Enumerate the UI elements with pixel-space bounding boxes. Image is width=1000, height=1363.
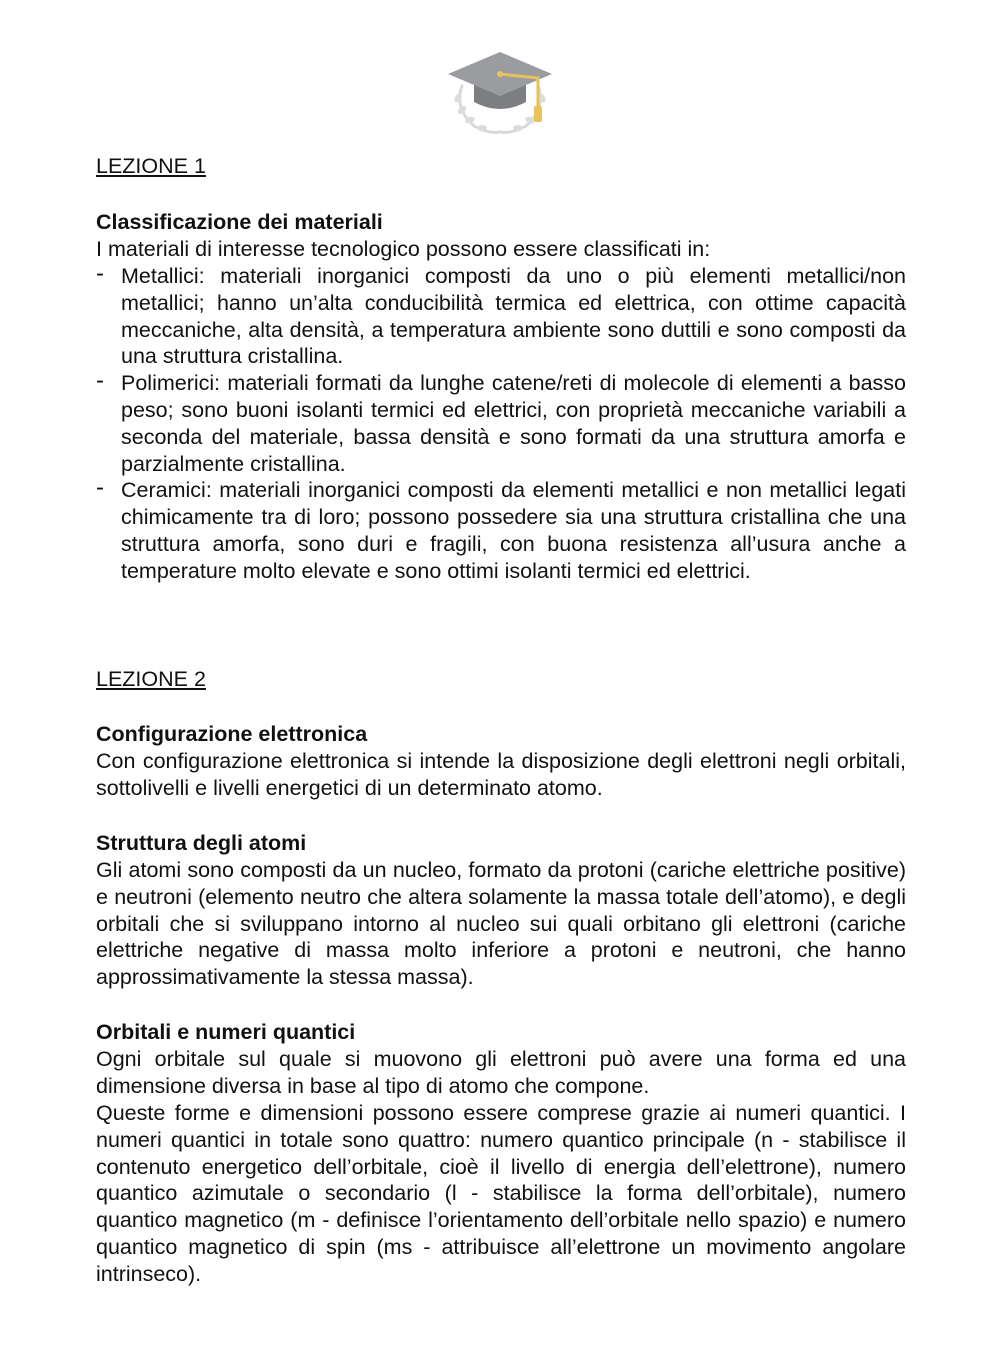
materials-classification-title: Classificazione dei materiali bbox=[96, 210, 383, 234]
atom-structure-title: Struttura degli atomi bbox=[96, 831, 307, 855]
list-item-metallici: - Metallici: materiali inorganici composti da uno o più elementi metallici/non metallici; hanno un’alta conducibilità termica ed elettrica, con ottime capacità meccaniche, alta densità, a temperatura ambiente sono duttili e sono composti da una struttura cristallina. bbox=[96, 263, 906, 370]
materials-intro: I materiali di interesse tecnologico possono essere classificati in: bbox=[96, 237, 711, 261]
electronic-configuration-text: Con configurazione elettronica si intende la disposizione degli elettroni negli orbitali, sottolivelli e livelli energetici di un determinato atomo. bbox=[96, 749, 906, 800]
lesson-1-title: LEZIONE 1 bbox=[96, 154, 206, 178]
orbitals-text-2: Queste forme e dimensioni possono essere comprese grazie ai numeri quantici. I numeri quantici in totale sono quattro: numero quantico principale (n - stabilisce il contenuto energetico dell’orbitale, cioè il livello di energia dell’elettrone), numero quantico azimutale o secondario (l - stabilisce la forma dell’orbitale), numero quantico magnetico (m - definisce l’orientamento dell’orbitale nello spazio) e numero quantico magnetico di spin (ms - attribuisce all’elettrone un movimento angolare intrinseco). bbox=[96, 1101, 906, 1286]
orbitals-text-1: Ogni orbitale sul quale si muovono gli elettroni può avere una forma ed una dimensione diversa in base al tipo di atomo che compone. bbox=[96, 1047, 906, 1098]
atom-structure-text: Gli atomi sono composti da un nucleo, formato da protoni (cariche elettriche positive) e neutroni (elemento neutro che altera solamente la massa totale dell’atomo), e degli orbitali che si sviluppano intorno al nucleo sui quali orbitano gli elettroni (cariche elettriche negative di massa molto inferiore a protoni e neutroni, che hanno approssimativamente la stessa massa). bbox=[96, 858, 906, 990]
orbitals-title: Orbitali e numeri quantici bbox=[96, 1020, 356, 1044]
list-item-polimerici: - Polimerici: materiali formati da lunghe catene/reti di molecole di elementi a basso peso; sono buoni isolanti termici ed elettrici, con proprietà meccaniche variabili a seconda del materiale, bassa densità e sono formati da una struttura amorfa e parzialmente cristallina. bbox=[96, 370, 906, 477]
graduation-cap-icon bbox=[444, 46, 556, 138]
electronic-configuration-title: Configurazione elettronica bbox=[96, 722, 368, 746]
materials-list bbox=[96, 263, 906, 585]
list-item-ceramici: - Ceramici: materiali inorganici composti da elementi metallici e non metallici legati chimicamente tra di loro; possono possedere sia una struttura cristallina che una struttura amorfa, sono duri e fragili, con buona resistenza all’usura anche a temperature molto elevate e sono ottimi isolanti termici ed elettrici. bbox=[96, 477, 906, 584]
lesson-2-title: LEZIONE 2 bbox=[96, 667, 206, 691]
